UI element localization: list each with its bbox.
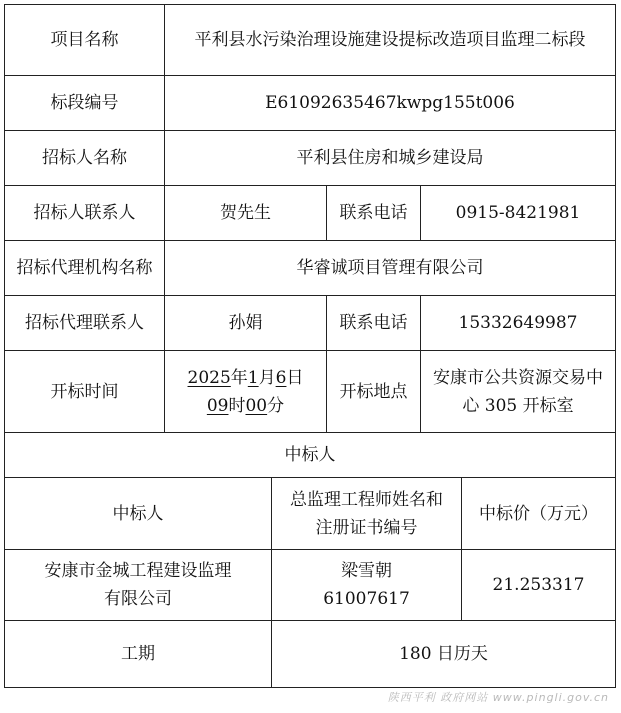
row-project-name [5,5,615,76]
agency-contact-label: 招标代理联系人 [25,313,144,333]
row-tenderer-contact [5,186,615,241]
tender-result-table [4,4,616,688]
open-date [188,364,304,392]
tenderer-value: 平利县住房和城乡建设局 [164,131,615,185]
price-header: 中标价（万元） [461,478,615,549]
price-value: 21.253317 [461,550,615,620]
open-place-label: 开标地点 [326,351,420,432]
engineer-header-line1: 总监理工程师姓名和 [290,489,443,510]
hour-unit: 时 [228,395,246,416]
project-name-value: 平利县水污染治理设施建设提标改造项目监理二标段 [164,5,615,75]
year-unit: 年 [230,367,248,388]
winner-header: 中标人 [112,503,164,524]
row-duration [5,621,615,687]
engineer-name: 梁雪朝 [341,561,392,581]
duration-value: 180 日历天 [271,621,615,687]
minute-unit: 分 [267,395,285,416]
engineer-cert: 61007617 [323,589,410,609]
site-watermark: 陕西平利 政府网站 www.pingli.gov.cn [387,691,609,704]
project-name-label: 项目名称 [50,30,119,50]
open-place-value [420,351,615,432]
tenderer-label: 招标人名称 [42,148,127,168]
agency-contact-value: 孙娟 [164,296,326,350]
row-opening [5,351,615,433]
winner-section-title: 中标人 [284,445,336,465]
row-tenderer [5,131,615,186]
winner-name-line1: 安康市金城工程建设监理 [44,561,232,581]
day-unit: 日 [286,367,304,388]
tenderer-contact-label: 招标人联系人 [33,203,136,223]
engineer-value [271,550,461,620]
section-code-value: E61092635467kwpg155t006 [164,76,615,130]
row-winner-headers [5,478,615,550]
tenderer-contact-value: 贺先生 [164,186,326,240]
open-clock [207,392,284,420]
open-minute: 00 [245,395,268,416]
open-year: 2025 [187,367,231,388]
winner-name-line2: 有限公司 [104,589,172,609]
open-month: 1 [247,367,259,388]
open-place-line2: 心 305 开标室 [462,395,574,416]
section-code-label: 标段编号 [50,93,119,113]
month-unit: 月 [258,367,276,388]
agency-phone-label: 联系电话 [326,296,420,350]
open-time-label: 开标时间 [50,381,119,402]
agency-phone-value: 15332649987 [420,296,615,350]
engineer-header [271,478,461,549]
open-day: 6 [275,367,287,388]
row-agency [5,241,615,296]
winner-name [5,550,271,620]
duration-label: 工期 [121,644,155,664]
row-winner-values [5,550,615,621]
engineer-header-line2: 注册证书编号 [315,517,418,538]
tenderer-phone-label: 联系电话 [326,186,420,240]
row-agency-contact [5,296,615,351]
row-winner-title [5,433,615,478]
agency-value: 华睿诚项目管理有限公司 [164,241,615,295]
open-place-line1: 安康市公共资源交易中 [433,367,603,388]
tenderer-phone-value: 0915-8421981 [420,186,615,240]
row-section-code [5,76,615,131]
open-time-value [164,351,326,432]
agency-label: 招标代理机构名称 [16,258,153,278]
open-hour: 09 [206,395,229,416]
